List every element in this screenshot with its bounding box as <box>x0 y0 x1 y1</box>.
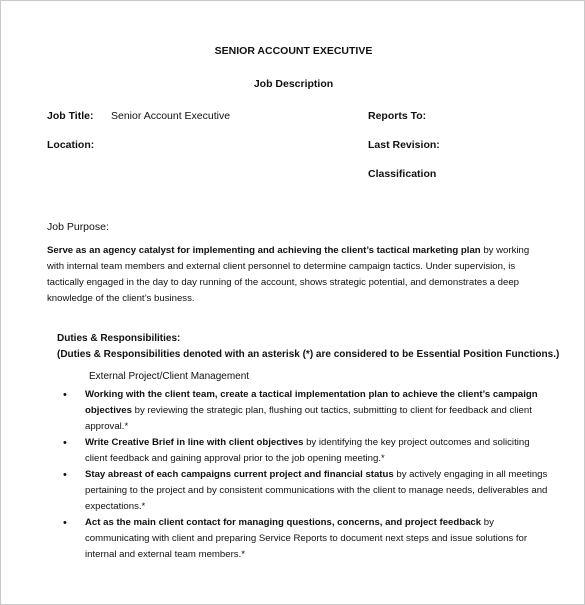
job-purpose-heading: Job Purpose: <box>47 221 109 233</box>
section-heading: External Project/Client Management <box>89 371 250 382</box>
job-purpose-lead: Serve as an agency catalyst for implementing and achieving the client’s tactical marketing plan <box>47 245 481 256</box>
duty-lead: Working with the client team, create a tactical implementation plan to achieve the client’s campaign objectives <box>85 389 538 416</box>
list-item <box>61 387 551 435</box>
list-item <box>61 435 551 467</box>
job-purpose-paragraph <box>47 243 547 307</box>
duty-text: by identifying the key project outcomes and soliciting client feedback and gaining approval prior to the job opening meeting.* <box>85 437 530 464</box>
job-title-label: Job Title: <box>47 110 94 122</box>
list-item <box>61 467 551 515</box>
duties-heading: Duties & Responsibilities: <box>57 333 181 344</box>
duty-text: by reviewing the strategic plan, flushing out tactics, submitting to client for feedback and client approval.* <box>85 405 532 432</box>
document-title: SENIOR ACCOUNT EXECUTIVE <box>214 45 373 57</box>
bullet-icon: • <box>63 437 67 449</box>
list-item <box>61 515 551 563</box>
reports-to-label: Reports To: <box>368 110 427 122</box>
job-purpose-text: by working with internal team members and external client personnel to determine campaign tactics. Under supervision, is tactically engaged in the day to day running of the account, shows strategic potential, and demonstrates a deep knowledge of the client’s business. <box>47 245 530 304</box>
classification-label: Classification <box>368 168 437 180</box>
document-subtitle: Job Description <box>253 78 334 90</box>
job-title-value: Senior Account Executive <box>111 110 231 122</box>
last-revision-label: Last Revision: <box>368 139 440 151</box>
bullet-icon: • <box>63 517 67 529</box>
bullet-icon: • <box>63 469 67 481</box>
duty-lead: Stay abreast of each campaigns current project and financial status <box>85 469 394 480</box>
duty-text: by communicating with client and preparing Service Reports to document next steps and issue solutions for internal and external team members.* <box>85 517 528 560</box>
duties-note: (Duties & Responsibilities denoted with an asterisk (*) are considered to be Essential Position Functions.) <box>57 349 560 360</box>
duty-text: by actively engaging in all meetings pertaining to the project and by consistent communications with the client to manage needs, deliverables and expectations.* <box>85 469 548 512</box>
duties-list <box>61 387 551 563</box>
duty-lead: Act as the main client contact for managing questions, concerns, and project feedback <box>85 517 482 528</box>
bullet-icon: • <box>63 389 67 401</box>
location-label: Location: <box>47 139 95 151</box>
duty-lead: Write Creative Brief in line with client objectives <box>85 437 304 448</box>
